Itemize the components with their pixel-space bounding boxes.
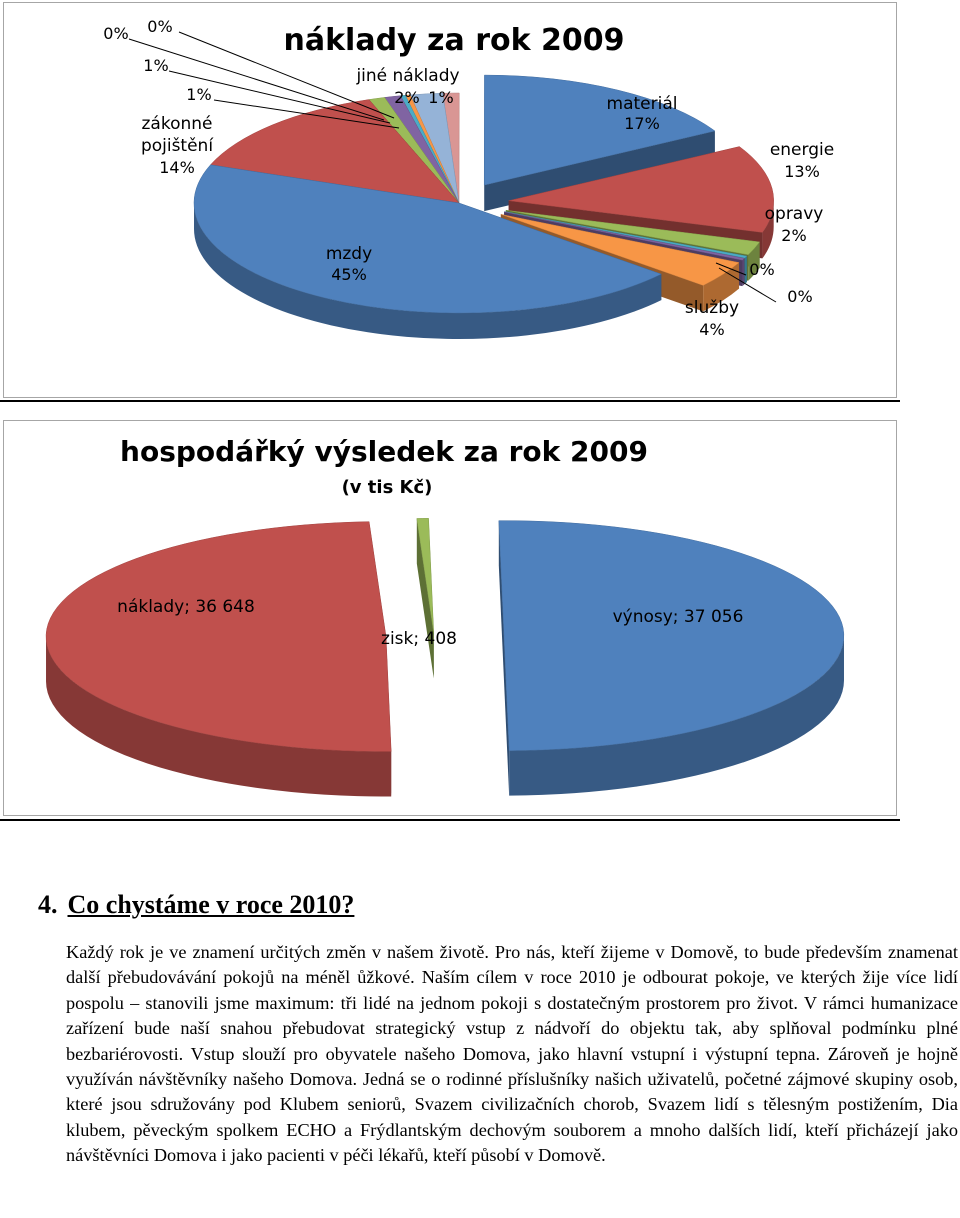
- slice-label: opravy: [764, 204, 824, 224]
- slice-value-label: 17%: [624, 114, 660, 133]
- slice-value-label: 2%: [394, 88, 420, 107]
- slice-value-label: 0%: [787, 287, 813, 306]
- result-pie-chart: [4, 421, 896, 815]
- slice-label: pojištění: [140, 136, 214, 156]
- slice-value-label: 0%: [749, 260, 775, 279]
- chart-title: náklady za rok 2009: [283, 23, 625, 58]
- slice-value-label: 45%: [331, 265, 367, 284]
- slice-value-label: 13%: [784, 162, 820, 181]
- divider-line: [0, 819, 900, 821]
- slice-label: náklady; 36 648: [117, 597, 255, 617]
- costs-chart-frame: [3, 2, 897, 398]
- slice-value-label: 0%: [103, 24, 129, 43]
- chart-title: hospodářký výsledek za rok 2009: [120, 435, 648, 468]
- slice-label: energie: [769, 140, 835, 160]
- slice-value-label: 14%: [159, 158, 195, 177]
- section-heading: [38, 890, 354, 920]
- slice-label: mzdy: [325, 244, 373, 264]
- slice-value-label: 1%: [428, 88, 454, 107]
- slice-label: výnosy; 37 056: [612, 607, 744, 627]
- pie-slice: [499, 521, 844, 796]
- pie-slice: [46, 522, 391, 797]
- section-number: 4.: [38, 890, 58, 919]
- slice-label: služby: [684, 298, 740, 318]
- slice-label: zisk; 408: [381, 629, 457, 649]
- slice-label: zákonné: [141, 114, 213, 134]
- slice-value-label: 2%: [781, 226, 807, 245]
- chart-subtitle: (v tis Kč): [341, 477, 433, 498]
- costs-pie-chart: [4, 3, 896, 397]
- slice-value-label: 1%: [143, 56, 169, 75]
- section-paragraph: Každý rok je ve znamení určitých změn v našem životě. Pro nás, kteří žijeme v Domově, to bude především znamenat další přebudovávání pokojů na méněl ůžkové. Naším cílem v roce 2010 je odbourat pokoje, ve kterých žije více lidí pospolu – stanovili jsme maximum: tři lidé na jednom pokoji s dostatečným prostorem pro život. V rámci humanizace zařízení bude naší snahou přebudovat strategický vstup z nádvoří do objektu tak, aby splňoval podmínku plné bezbariérovosti. Vstup slouží pro obyvatele našeho Domova, jako hlavní vstupní i výstupní tepna. Zároveň je hojně využíván návštěvníky našeho Domova. Jedná se o rodinné příslušníky našich uživatelů, početné zájmové skupiny osob, které jsou sdružovány pod Klubem seniorů, Svazem civilizačních chorob, Svazem lidí s tělesným postižením, Dia klubem, pěveckým spolkem ECHO a Frýdlantským dechovým souborem a mnoho dalších lidí, kteří přicházejí jako návštěvníci Domova i jako pacienti v péči lékařů, kteří působí v Domově.: [66, 942, 958, 1166]
- slice-value-label: 4%: [699, 320, 725, 339]
- divider-line: [0, 400, 900, 402]
- slice-value-label: 0%: [147, 17, 173, 36]
- slice-label: jiné náklady: [356, 66, 460, 86]
- slice-value-label: 1%: [186, 85, 212, 104]
- slice-label: materiál: [606, 94, 678, 114]
- result-chart-frame: [3, 420, 897, 816]
- section-title: Co chystáme v roce 2010?: [67, 890, 355, 919]
- pie-slice-wall: [745, 256, 747, 284]
- pie-slice: [417, 518, 434, 678]
